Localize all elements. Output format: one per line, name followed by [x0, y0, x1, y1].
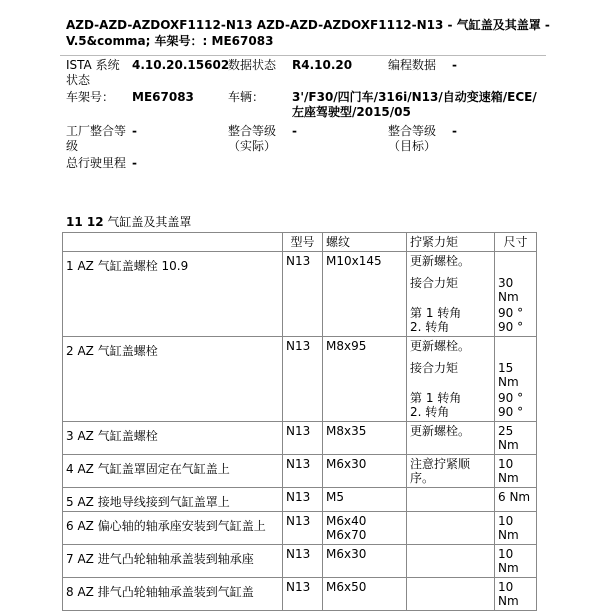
row-thread — [323, 337, 407, 422]
torque-value: 15 Nm — [498, 361, 519, 389]
row-model: N13 — [283, 252, 323, 337]
row-model: N13 — [283, 578, 323, 611]
mileage-label: 总行驶里程 — [66, 156, 127, 170]
torque-value — [498, 339, 533, 353]
section-heading — [66, 213, 191, 230]
torque-value: 90 ° — [498, 306, 524, 320]
factory-level-label: 工厂整合等级 — [66, 124, 127, 153]
thread-line: M8x95 — [326, 339, 367, 353]
actual-level-label: 整合等级（实际） — [228, 124, 277, 153]
row-description: 8 AZ 排气凸轮轴轴承盖装到气缸盖 — [63, 578, 283, 611]
row-size — [495, 337, 537, 422]
row-model: N13 — [283, 512, 323, 545]
torque-note: 接合力矩 — [410, 361, 459, 375]
row-size — [495, 512, 537, 545]
row-description: 3 AZ 气缸盖螺栓 — [63, 422, 283, 455]
ista-value: 4.10.20.15602 — [132, 58, 230, 72]
spacer — [410, 268, 491, 276]
torque-value: 30 Nm — [498, 276, 519, 304]
section-number: 11 12 — [66, 215, 104, 229]
header-divider — [60, 55, 546, 56]
row-model: N13 — [283, 488, 323, 512]
torque-note: 注意拧紧顺序。 — [410, 457, 471, 485]
col-header-size: 尺寸 — [495, 233, 537, 252]
target-level-value: - — [452, 124, 457, 138]
torque-note: 接合力矩 — [410, 276, 459, 290]
row-model: N13 — [283, 545, 323, 578]
row-model: N13 — [283, 337, 323, 422]
thread-line: M8x35 — [326, 424, 367, 438]
torque-note: 第 1 转角 — [410, 306, 462, 320]
data-status-value: R4.10.20 — [292, 58, 353, 72]
row-torque-notes — [407, 512, 495, 545]
row-torque-notes — [407, 455, 495, 488]
torque-note — [410, 514, 491, 542]
target-level-label: 整合等级（目标） — [388, 124, 437, 153]
torque-note: 更新螺栓。 — [410, 254, 471, 268]
prog-data-label: 编程数据 — [388, 58, 437, 72]
thread-line: M10x145 — [326, 254, 382, 268]
table-row — [63, 578, 537, 611]
row-torque-notes — [407, 545, 495, 578]
row-size — [495, 545, 537, 578]
col-header-model: 型号 — [283, 233, 323, 252]
row-thread — [323, 422, 407, 455]
torque-value: 90 ° — [498, 391, 524, 405]
table-row — [63, 512, 537, 545]
thread-line: M5 — [326, 490, 344, 504]
torque-table — [62, 232, 537, 611]
thread-line: M6x30 — [326, 547, 367, 561]
table-row — [63, 488, 537, 512]
row-description: 5 AZ 接地导线接到气缸盖罩上 — [63, 488, 283, 512]
torque-note — [410, 547, 491, 575]
row-size — [495, 578, 537, 611]
row-torque-notes — [407, 488, 495, 512]
table-row — [63, 545, 537, 578]
row-size — [495, 422, 537, 455]
col-header-torque: 拧紧力矩 — [407, 233, 495, 252]
vehicle-value: 3'/F30/四门车/316i/N13/自动变速箱/ECE/左座驾驶型/2015/05 — [292, 90, 537, 119]
row-description: 6 AZ 偏心轴的轴承座安装到气缸盖上 — [63, 512, 283, 545]
col-header-thread: 螺纹 — [323, 233, 407, 252]
row-size — [495, 252, 537, 337]
row-model: N13 — [283, 455, 323, 488]
torque-value: 90 ° — [498, 320, 524, 334]
thread-line: M6x50 — [326, 580, 367, 594]
actual-level-value: - — [292, 124, 297, 138]
torque-value: 10 Nm — [498, 547, 519, 575]
row-model: N13 — [283, 422, 323, 455]
ista-label: ISTA 系统状态 — [66, 58, 120, 87]
row-torque-notes — [407, 578, 495, 611]
torque-note: 2. 转角 — [410, 405, 450, 419]
spacer — [498, 353, 533, 361]
row-description: 1 AZ 气缸盖螺栓 10.9 — [63, 252, 283, 337]
document-title: AZD-AZD-AZDOXF1112-N13 AZD-AZD-AZDOXF1112-N13 - 气缸盖及其盖罩 - V.5&comma; 车架号：: ME67083 — [66, 18, 550, 48]
spacer — [498, 268, 533, 276]
torque-note: 2. 转角 — [410, 320, 450, 334]
torque-value — [498, 254, 533, 268]
thread-line: M6x30 — [326, 457, 367, 471]
spacer — [410, 353, 491, 361]
table-row — [63, 422, 537, 455]
col-header-desc — [63, 233, 283, 252]
vin-value: ME67083 — [132, 90, 194, 104]
torque-note: 第 1 转角 — [410, 391, 462, 405]
thread-line: M6x70 — [326, 528, 367, 542]
row-description: 4 AZ 气缸盖罩固定在气缸盖上 — [63, 455, 283, 488]
row-torque-notes — [407, 337, 495, 422]
prog-data-value: - — [452, 58, 457, 72]
thread-line: M6x40 — [326, 514, 367, 528]
torque-value: 25 Nm — [498, 424, 519, 452]
torque-value: 6 Nm — [498, 490, 531, 504]
row-description: 7 AZ 进气凸轮轴轴承盖装到轴承座 — [63, 545, 283, 578]
row-thread — [323, 455, 407, 488]
row-thread — [323, 252, 407, 337]
table-row — [63, 252, 537, 337]
torque-note — [410, 580, 491, 608]
torque-note: 更新螺栓。 — [410, 424, 471, 438]
table-row — [63, 337, 537, 422]
torque-value: 10 Nm — [498, 580, 519, 608]
section-name: 气缸盖及其盖罩 — [107, 215, 192, 229]
row-size — [495, 488, 537, 512]
row-description: 2 AZ 气缸盖螺栓 — [63, 337, 283, 422]
torque-note: 更新螺栓。 — [410, 339, 471, 353]
row-thread — [323, 578, 407, 611]
data-status-label: 数据状态 — [228, 58, 277, 72]
table-row — [63, 455, 537, 488]
torque-note — [410, 490, 491, 504]
mileage-value: - — [132, 156, 137, 170]
torque-value: 10 Nm — [498, 457, 519, 485]
torque-value: 10 Nm — [498, 514, 519, 542]
row-size — [495, 455, 537, 488]
vin-label: 车架号： — [66, 90, 115, 104]
factory-level-value: - — [132, 124, 137, 138]
row-thread — [323, 512, 407, 545]
row-thread — [323, 545, 407, 578]
vehicle-info-header — [60, 58, 546, 188]
row-thread — [323, 488, 407, 512]
vehicle-label: 车辆： — [228, 90, 265, 104]
row-torque-notes — [407, 422, 495, 455]
table-header-row — [63, 233, 537, 252]
row-torque-notes — [407, 252, 495, 337]
torque-value: 90 ° — [498, 405, 524, 419]
